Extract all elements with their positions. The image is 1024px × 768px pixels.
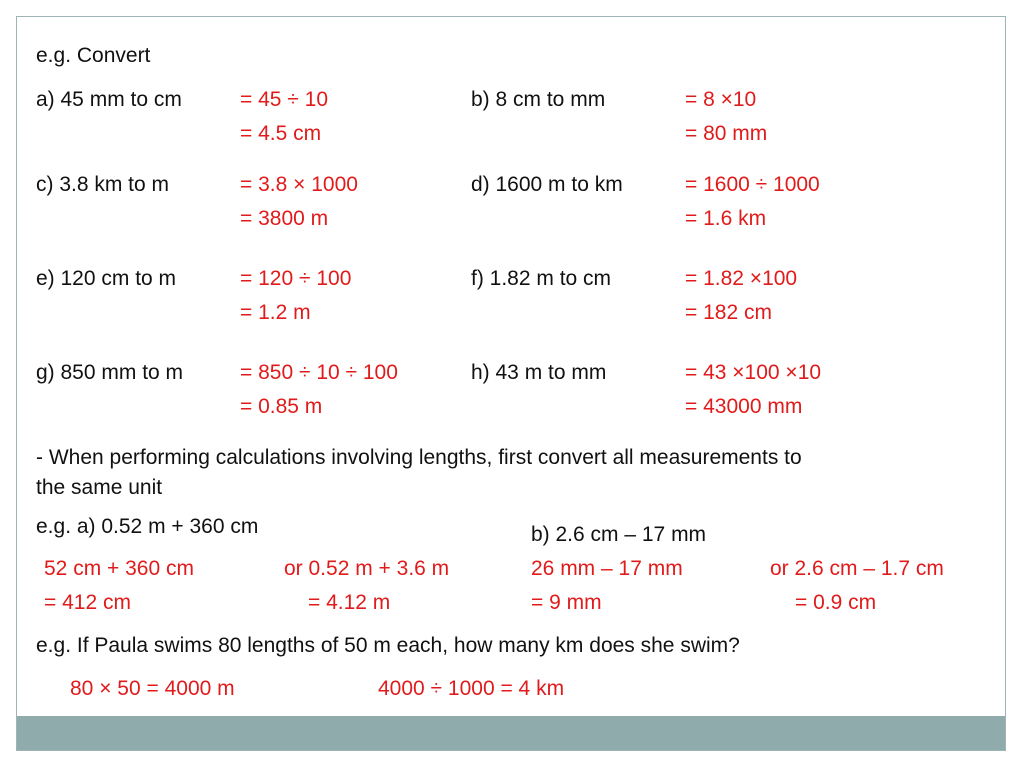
question-e: e) 120 cm to m	[36, 267, 177, 290]
rule-line2: the same unit	[36, 476, 163, 499]
example2-b-work2: or 2.6 cm – 1.7 cm	[770, 557, 944, 580]
question-a: a) 45 mm to cm	[36, 88, 182, 111]
footer-band	[17, 716, 1005, 750]
example2-b-question: b) 2.6 cm – 17 mm	[531, 523, 707, 546]
answer-d-step1: = 1600 ÷ 1000	[685, 173, 820, 196]
example2-b-result2: = 0.9 cm	[795, 591, 877, 614]
answer-f-step1: = 1.82 ×100	[685, 267, 798, 290]
answer-c-step2: = 3800 m	[240, 207, 329, 230]
question-d: d) 1600 m to km	[471, 173, 623, 196]
heading: e.g. Convert	[36, 44, 151, 67]
answer-g-step2: = 0.85 m	[240, 395, 323, 418]
answer-a-step1: = 45 ÷ 10	[240, 88, 329, 111]
answer-b-step2: = 80 mm	[685, 122, 768, 145]
example2-a-result2: = 4.12 m	[308, 591, 391, 614]
example2-b-result1: = 9 mm	[531, 591, 602, 614]
example3-answer1: 80 × 50 = 4000 m	[70, 677, 235, 700]
example2-a-work2: or 0.52 m + 3.6 m	[284, 557, 450, 580]
answer-c-step1: = 3.8 × 1000	[240, 173, 358, 196]
example2-a-work1: 52 cm + 360 cm	[44, 557, 194, 580]
answer-a-step2: = 4.5 cm	[240, 122, 322, 145]
example2-a-question: e.g. a) 0.52 m + 360 cm	[36, 515, 259, 538]
answer-h-step2: = 43000 mm	[685, 395, 803, 418]
rule-line1: - When performing calculations involving lengths, first convert all measurements to	[36, 446, 802, 469]
example2-a-result1: = 412 cm	[44, 591, 131, 614]
example3-answer2: 4000 ÷ 1000 = 4 km	[378, 677, 565, 700]
example3-question: e.g. If Paula swims 80 lengths of 50 m each, how many km does she swim?	[36, 634, 740, 657]
answer-e-step2: = 1.2 m	[240, 301, 311, 324]
example2-b-work1: 26 mm – 17 mm	[531, 557, 683, 580]
answer-d-step2: = 1.6 km	[685, 207, 767, 230]
answer-e-step1: = 120 ÷ 100	[240, 267, 352, 290]
question-g: g) 850 mm to m	[36, 361, 184, 384]
question-f: f) 1.82 m to cm	[471, 267, 612, 290]
question-h: h) 43 m to mm	[471, 361, 607, 384]
question-c: c) 3.8 km to m	[36, 173, 170, 196]
answer-h-step1: = 43 ×100 ×10	[685, 361, 822, 384]
answer-b-step1: = 8 ×10	[685, 88, 757, 111]
answer-f-step2: = 182 cm	[685, 301, 772, 324]
answer-g-step1: = 850 ÷ 10 ÷ 100	[240, 361, 398, 384]
question-b: b) 8 cm to mm	[471, 88, 606, 111]
